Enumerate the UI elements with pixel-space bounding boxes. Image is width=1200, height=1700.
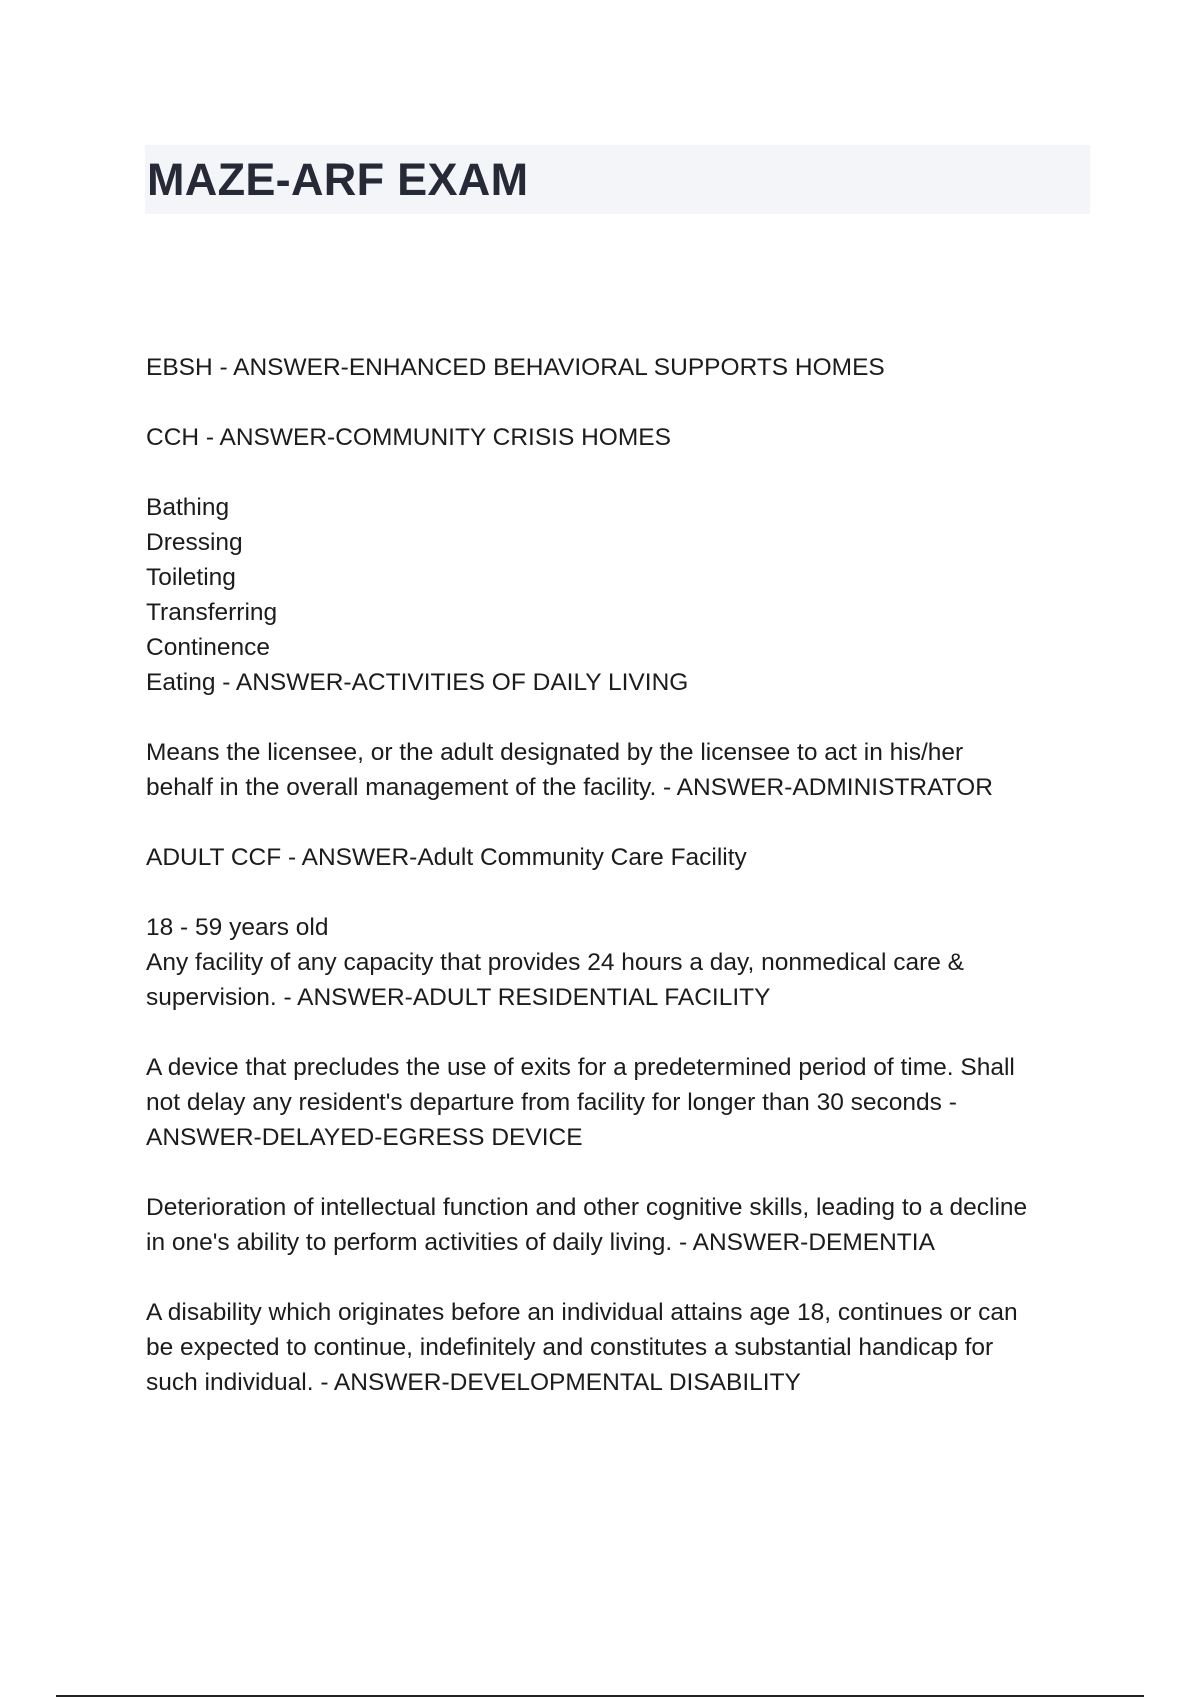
qa-line: Transferring — [146, 599, 278, 626]
qa-entry — [146, 1190, 1096, 1260]
qa-entry — [146, 350, 1096, 385]
qa-entry — [146, 420, 1096, 455]
qa-line: ADULT CCF - ANSWER-Adult Community Care Facility — [146, 844, 747, 871]
qa-line: A disability which originates before an individual attains age 18, continues or can — [146, 1299, 1018, 1326]
qa-line: Dressing — [146, 529, 243, 556]
title-banner — [145, 145, 1090, 214]
qa-line: ANSWER-DELAYED-EGRESS DEVICE — [146, 1124, 583, 1151]
qa-line: A device that precludes the use of exits for a predetermined period of time. Shall — [146, 1054, 1015, 1081]
qa-entry — [146, 1050, 1096, 1155]
footer-divider — [56, 1695, 1144, 1697]
qa-entry — [146, 840, 1096, 875]
qa-line: 18 - 59 years old — [146, 914, 329, 941]
qa-list — [146, 350, 1096, 1435]
qa-entry — [146, 490, 1096, 700]
qa-entry — [146, 1295, 1096, 1400]
qa-line: Means the licensee, or the adult designated by the licensee to act in his/her — [146, 739, 964, 766]
qa-line: behalf in the overall management of the facility. - ANSWER-ADMINISTRATOR — [146, 774, 993, 801]
qa-line: supervision. - ANSWER-ADULT RESIDENTIAL FACILITY — [146, 984, 771, 1011]
qa-line: Bathing — [146, 494, 230, 521]
qa-line: Continence — [146, 634, 270, 661]
qa-line: Any facility of any capacity that provides 24 hours a day, nonmedical care & — [146, 949, 965, 976]
page-title: MAZE-ARF EXAM — [147, 154, 529, 205]
qa-line: Eating - ANSWER-ACTIVITIES OF DAILY LIVING — [146, 669, 689, 696]
qa-line: be expected to continue, indefinitely and constitutes a substantial handicap for — [146, 1334, 994, 1361]
qa-line: Deterioration of intellectual function and other cognitive skills, leading to a decline — [146, 1194, 1028, 1221]
qa-line: such individual. - ANSWER-DEVELOPMENTAL DISABILITY — [146, 1369, 801, 1396]
qa-line: Toileting — [146, 564, 236, 591]
qa-entry — [146, 910, 1096, 1015]
qa-line: not delay any resident's departure from facility for longer than 30 seconds - — [146, 1089, 957, 1116]
qa-line: CCH - ANSWER-COMMUNITY CRISIS HOMES — [146, 424, 671, 451]
qa-line: in one's ability to perform activities of daily living. - ANSWER-DEMENTIA — [146, 1229, 935, 1256]
qa-entry — [146, 735, 1096, 805]
qa-line: EBSH - ANSWER-ENHANCED BEHAVIORAL SUPPORTS HOMES — [146, 354, 885, 381]
